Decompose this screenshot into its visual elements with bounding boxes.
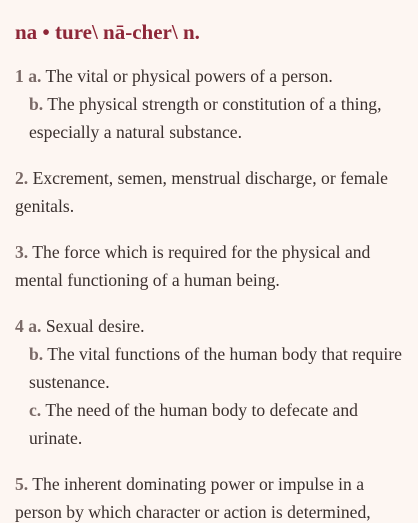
sense-text: The vital or physical powers of a person.	[45, 66, 333, 86]
sense-4c	[15, 396, 406, 452]
sense-text: The vital functions of the human body that require sustenance.	[29, 344, 402, 392]
sense-text: The force which is required for the physical and mental functioning of a human being.	[15, 242, 371, 290]
sense-text: Excrement, semen, menstrual discharge, or female genitals.	[15, 168, 388, 216]
sense-text: The need of the human body to defecate and urinate.	[29, 400, 358, 448]
sense-letter: a.	[28, 316, 42, 336]
sense-2	[15, 164, 406, 220]
sense-letter: b.	[29, 344, 44, 364]
sense-text: The physical strength or constitution of a thing, especially a natural substance.	[29, 94, 382, 142]
sense-number: 1	[15, 66, 24, 86]
sense-number: 3.	[15, 242, 29, 262]
sense-1a	[15, 62, 406, 90]
sense-letter: b.	[29, 94, 44, 114]
sense-1	[15, 62, 406, 146]
sense-number: 4	[15, 316, 24, 336]
sense-3-line	[15, 238, 406, 294]
sense-1b	[15, 90, 406, 146]
sense-5-line	[15, 470, 406, 523]
sense-text: The inherent dominating power or impulse in a person by which character or action is determined,	[15, 474, 371, 522]
sense-letter: a.	[28, 66, 42, 86]
sense-number: 2.	[15, 168, 29, 188]
sense-text: Sexual desire.	[45, 316, 145, 336]
sense-4a	[15, 312, 406, 340]
sense-3	[15, 238, 406, 294]
sense-letter: c.	[29, 400, 42, 420]
headword: na • ture\ nā-cher\ n.	[15, 20, 200, 44]
sense-4b	[15, 340, 406, 396]
sense-number: 5.	[15, 474, 29, 494]
sense-5	[15, 470, 406, 523]
sense-4	[15, 312, 406, 452]
sense-2-line	[15, 164, 406, 220]
